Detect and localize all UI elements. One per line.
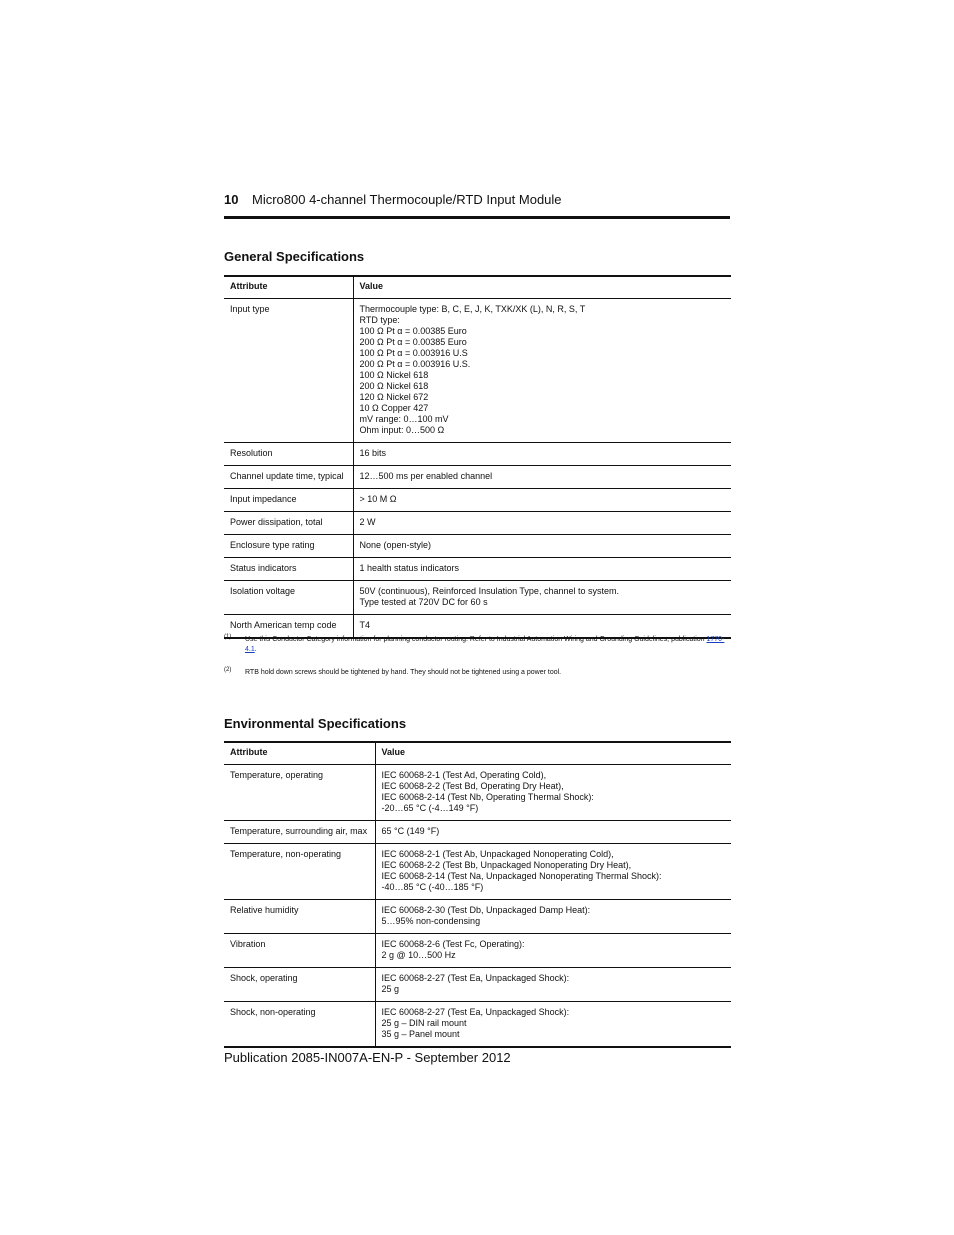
attribute-cell: Channel update time, typical [224,466,353,489]
environmental-specifications-heading: Environmental Specifications [224,716,407,731]
value-cell: IEC 60068-2-27 (Test Ea, Unpackaged Shock): 25 g – DIN rail mount 35 g – Panel mount [375,1002,731,1048]
value-cell: T4 [353,615,731,639]
value-cell: IEC 60068-2-30 (Test Db, Unpackaged Damp Heat): 5…95% non-condensing [375,900,731,934]
footnote-text: RTB hold down screws should be tightened by hand. They should not be tightened using a power tool. [245,669,562,676]
attribute-cell: Shock, non-operating [224,1002,375,1048]
table-row [224,466,731,489]
environmental-specifications-table [224,741,731,1048]
value-cell: Thermocouple type: B, C, E, J, K, TXK/XK (L), N, R, S, T RTD type: 100 Ω Pt α = 0.00385 Euro 200 Ω Pt α = 0.00385 Euro 100 Ω Pt α = 0.003916 U.S 200 Ω Pt α = 0.003916 U.S. 100 Ω Nickel 618 200 Ω Nickel 618 120 Ω Nickel 672 10 Ω Copper 427 mV range: 0…100 mV Ohm input: 0…500 Ω [353,299,731,443]
table-row [224,489,731,512]
table-row [224,299,731,443]
publication-footer: Publication 2085-IN007A-EN-P - September 2012 [224,1050,511,1065]
attribute-cell: Input type [224,299,353,443]
value-cell: > 10 M Ω [353,489,731,512]
table-row [224,443,731,466]
attribute-cell: Relative humidity [224,900,375,934]
attribute-cell: Status indicators [224,558,353,581]
value-cell: None (open-style) [353,535,731,558]
value-cell: 16 bits [353,443,731,466]
value-column-header: Value [353,276,731,299]
value-cell: IEC 60068-2-1 (Test Ab, Unpackaged Nonoperating Cold), IEC 60068-2-2 (Test Bb, Unpackaged Nonoperating Dry Heat), IEC 60068-2-14 (Test Na, Unpackaged Nonoperating Thermal Shock): -40…85 °C (-40…185 °F) [375,844,731,900]
table-row [224,535,731,558]
table-row [224,581,731,615]
attribute-cell: Vibration [224,934,375,968]
table-row [224,900,731,934]
table-row [224,821,731,844]
value-cell: 65 °C (149 °F) [375,821,731,844]
value-cell: IEC 60068-2-27 (Test Ea, Unpackaged Shock): 25 g [375,968,731,1002]
table-header-row [224,742,731,765]
footnote-mark: (2) [224,667,232,673]
attribute-cell: Temperature, surrounding air, max [224,821,375,844]
attribute-column-header: Attribute [224,742,375,765]
attribute-cell: North American temp code [224,615,353,639]
attribute-cell: Enclosure type rating [224,535,353,558]
general-specifications-heading: General Specifications [224,249,365,264]
value-cell: IEC 60068-2-6 (Test Fc, Operating): 2 g @ 10…500 Hz [375,934,731,968]
attribute-cell: Shock, operating [224,968,375,1002]
page-number: 10 [224,192,239,207]
table-row [224,558,731,581]
table-row [224,844,731,900]
publication-link[interactable]: 1770-4.1 [245,636,725,653]
footnote-text: Use this Conductor Category information for planning conductor routing. Refer to Industrial Automation Wiring and Grounding Guidelines, publication 1770-4.1. [245,636,725,653]
attribute-cell: Temperature, operating [224,765,375,821]
attribute-column-header: Attribute [224,276,353,299]
table-row [224,1002,731,1048]
attribute-cell: Isolation voltage [224,581,353,615]
table-row [224,765,731,821]
table-row [224,934,731,968]
value-cell: 50V (continuous), Reinforced Insulation Type, channel to system. Type tested at 720V DC for 60 s [353,581,731,615]
running-title: Micro800 4-channel Thermocouple/RTD Input Module [252,192,562,207]
footnote-mark: (1) [224,634,232,640]
value-cell: 2 W [353,512,731,535]
attribute-cell: Input impedance [224,489,353,512]
value-cell: 1 health status indicators [353,558,731,581]
value-column-header: Value [375,742,731,765]
value-cell: 12…500 ms per enabled channel [353,466,731,489]
page-header [224,192,730,219]
table-row [224,968,731,1002]
value-cell: IEC 60068-2-1 (Test Ad, Operating Cold), IEC 60068-2-2 (Test Bd, Operating Dry Heat), IEC 60068-2-14 (Test Nb, Operating Thermal Shock): -20…65 °C (-4…149 °F) [375,765,731,821]
attribute-cell: Temperature, non-operating [224,844,375,900]
table-header-row [224,276,731,299]
attribute-cell: Power dissipation, total [224,512,353,535]
table-row [224,512,731,535]
general-specifications-table [224,275,731,639]
attribute-cell: Resolution [224,443,353,466]
